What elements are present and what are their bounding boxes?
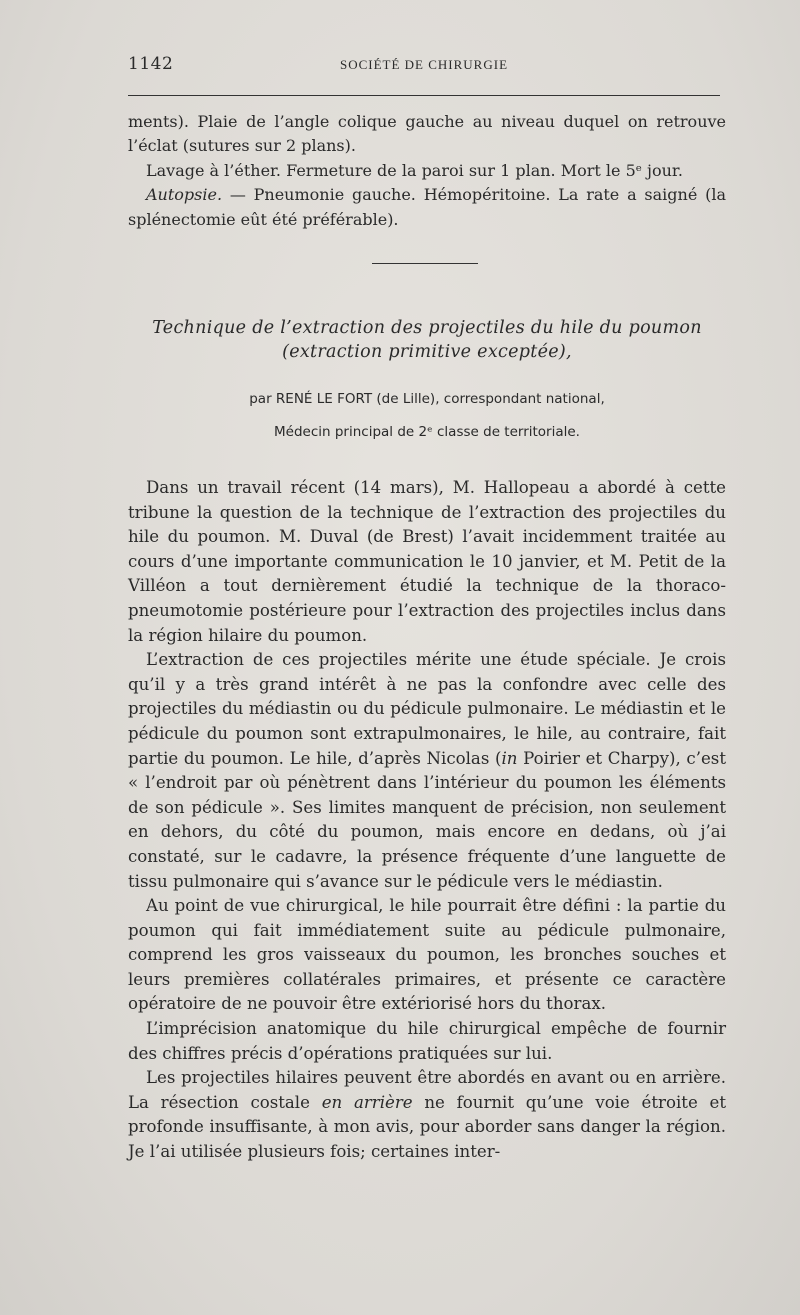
article-title xyxy=(128,316,726,364)
body-text-run: L’extraction de ces projectiles mérite une étude spéciale. Je crois qu’il y a très grand intérêt à ne pas la confondre avec celle des projectiles du médiastin ou du pédicule pulmonaire. Le médiastin et le pédicule du poumon sont extrapulmonaires, le hile, au contraire, fait partie du poumon. Le hile, d’après Nicolas ( xyxy=(128,650,726,768)
previous-paragraph: ments). Plaie de l’angle colique gauche au niveau duquel on retrouve l’éclat (sutures sur 2 plans). xyxy=(128,112,726,156)
article-byline: par RENÉ LE FORT (de Lille), correspondant national, xyxy=(249,391,605,407)
previous-paragraph: Lavage à l’éther. Fermeture de la paroi sur 1 plan. Mort le 5ᵉ jour. xyxy=(146,160,683,180)
autopsy-text: — Pneumonie gauche. Hémopéritoine. La rate a saigné (la splénectomie eût été préférable). xyxy=(128,185,726,229)
page-number: 1142 xyxy=(128,54,174,74)
body-text-run: Poirier et Charpy), c’est « l’endroit par où pénètrent dans l’intérieur du poumon les éléments de son pédicule ». Ses limites manquent de précision, non seulement en dehors, du côté du poumon, mais encore en dedans, où j’ai constaté, sur le cadavre, la présence fréquente d’une languette de tissu pulmonaire qui s’avance sur le pédicule vers le médiastin. xyxy=(128,748,726,891)
autopsy-paragraph xyxy=(128,183,726,232)
page-header xyxy=(128,54,720,82)
body-paragraph: Au point de vue chirurgical, le hile pourrait être défini : la partie du poumon qui fait immédiatement suite au pédicule pulmonaire, comprend les gros vaisseaux du poumon, les bronches souches et leurs premières collatérales primaires, et présente ce caractère opératoire de ne pouvoir être extériorisé hors du thorax. xyxy=(128,896,726,1014)
previous-article-ending xyxy=(128,110,726,232)
body-paragraph xyxy=(128,648,726,894)
author-affiliation: Médecin principal de 2ᵉ classe de territoriale. xyxy=(274,424,580,440)
body-paragraph: L’imprécision anatomique du hile chirurgical empêche de fournir des chiffres précis d’opérations pratiquées sur lui. xyxy=(128,1019,726,1063)
section-separator xyxy=(372,263,478,264)
body-text-italic: en arrière xyxy=(321,1092,413,1112)
body-text-run: Les projectiles hilaires peuvent être abordés en avant ou en arrière. La résection costale xyxy=(128,1068,726,1112)
article-title-line: Technique de l’extraction des projectiles du hile du poumon xyxy=(152,318,702,338)
header-rule xyxy=(128,95,720,96)
running-title: SOCIÉTÉ DE CHIRURGIE xyxy=(339,57,509,72)
article-body xyxy=(128,476,726,1165)
body-text-italic: in xyxy=(501,748,518,768)
article-subtitle-line: (extraction primitive exceptée), xyxy=(282,342,572,362)
body-paragraph: Dans un travail récent (14 mars), M. Hallopeau a abordé à cette tribune la question de la technique de l’extraction des projectiles du hile du poumon. M. Duval (de Brest) l’avait incidemment traitée au cours d’une importante communication le 10 janvier, et M. Petit de la Villéon a tout dernièrement étudié la technique de la thoraco-pneumotomie postérieure pour l’extraction des projectiles inclus dans la région hilaire du poumon. xyxy=(128,478,726,645)
body-paragraph xyxy=(128,1066,726,1164)
body-text-run: ne fournit qu’une voie étroite et profonde insuffisante, à mon avis, pour aborder sans danger la région. Je l’ai utilisée plusieurs fois; certaines inter- xyxy=(128,1092,727,1162)
autopsy-label: Autopsie. xyxy=(146,185,223,205)
